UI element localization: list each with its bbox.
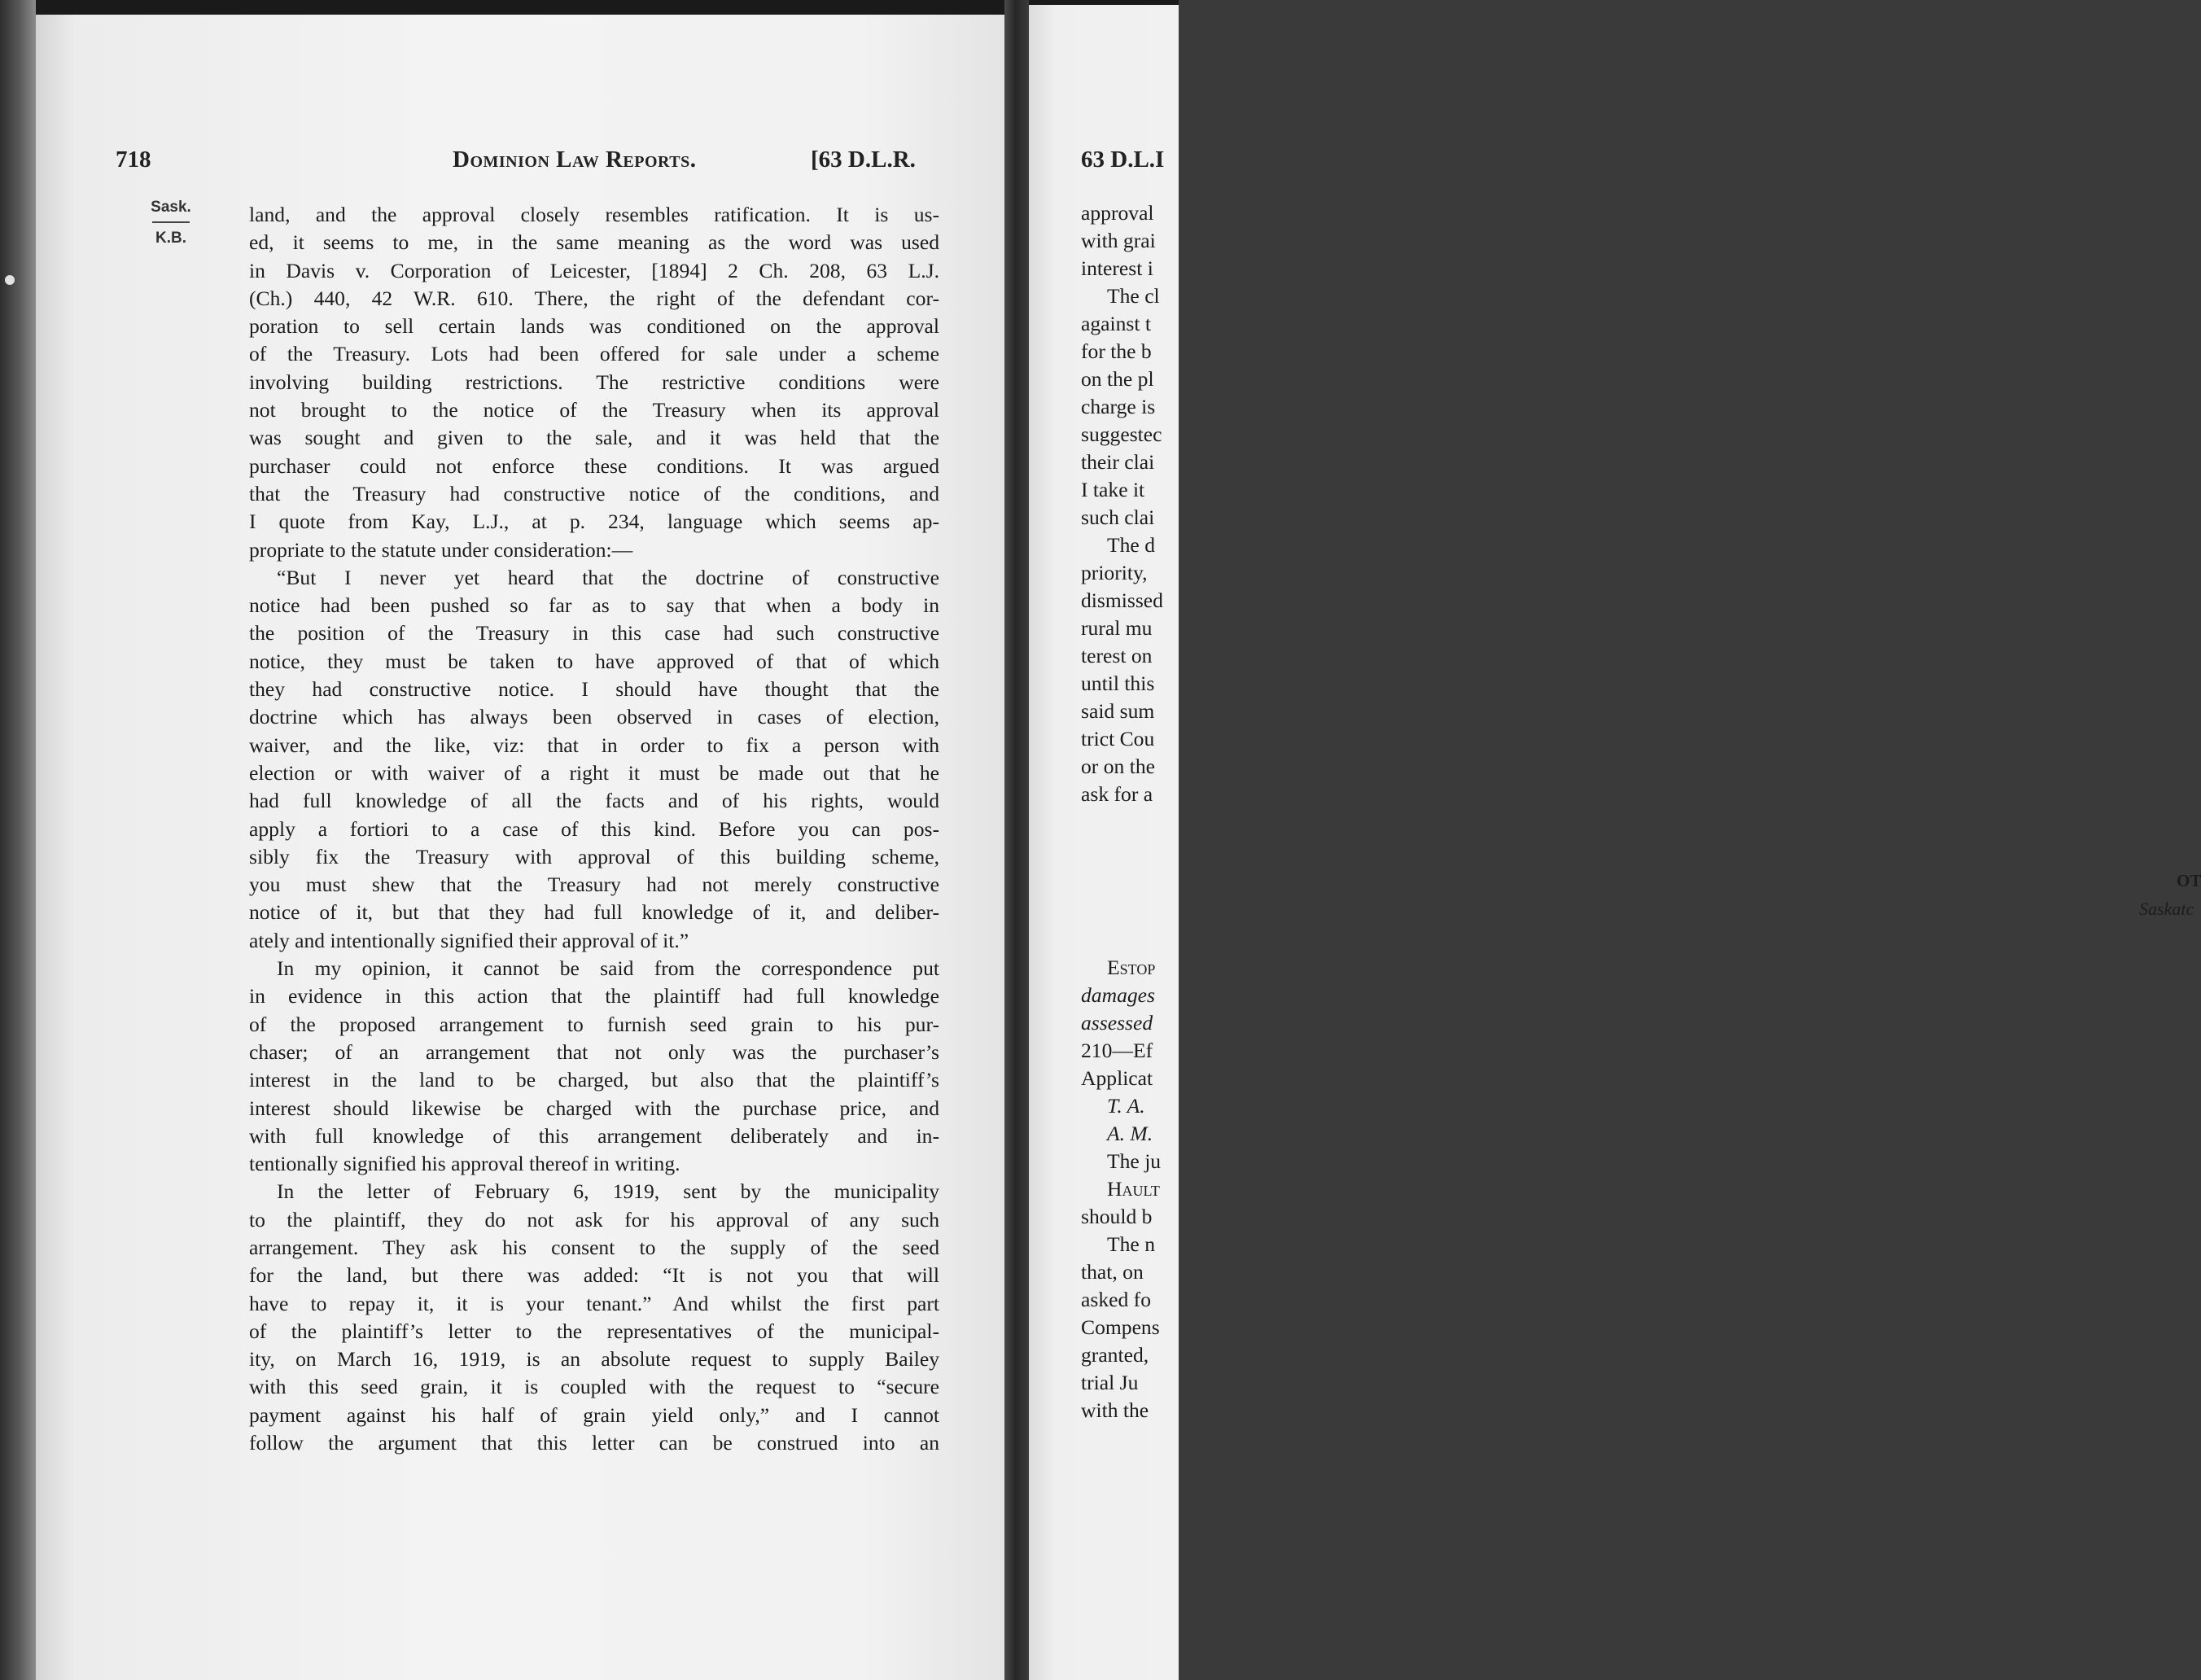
right-text-line: should b	[1081, 1205, 1153, 1228]
quote-line: ately and intentionally signified their approval of it.”	[249, 928, 689, 952]
text-line: follow the argument that this letter can be construed into an	[249, 1431, 939, 1455]
right-text-line: The n	[1107, 1232, 1155, 1256]
text-line: In my opinion, it cannot be said from the correspondence put	[277, 956, 939, 981]
text-line: of the plaintiff’s letter to the representatives of the municipal-	[249, 1319, 939, 1343]
text-line: tentionally signified his approval thereof in writing.	[249, 1152, 680, 1176]
text-line: purchaser could not enforce these conditions. It was argued	[249, 453, 939, 478]
right-text-line: asked fo	[1081, 1288, 1151, 1311]
right-text-line: ask for a	[1081, 782, 1153, 806]
right-text-line: for the b	[1081, 339, 1152, 363]
right-text-line: dismissed	[1081, 588, 1163, 612]
volume-reference: [63 D.L.R.	[811, 147, 916, 173]
text-line: poration to sell certain lands was conditioned on the approval	[249, 314, 939, 339]
text-line: ed, it seems to me, in the same meaning as the word was used	[249, 230, 939, 255]
scan-left-edge	[0, 0, 36, 1680]
quote-line: election or with waiver of a right it must be made out that he	[249, 760, 939, 785]
right-text-line: with grai	[1081, 229, 1156, 252]
page-number: 718	[116, 147, 151, 173]
court-province: Sask.	[151, 199, 191, 216]
text-line: propriate to the statute under consideration:—	[249, 537, 633, 562]
text-line: in Davis v. Corporation of Leicester, [1894] 2 Ch. 208, 63 L.J.	[249, 258, 939, 282]
right-text-line: with the	[1081, 1398, 1149, 1422]
text-line: interest should likewise be charged with the purchase price, and	[249, 1096, 939, 1120]
counsel-line: T. A.	[1107, 1094, 1145, 1118]
right-text-line: The d	[1107, 533, 1155, 557]
right-text-line: Compens	[1081, 1315, 1160, 1339]
court-division: K.B.	[155, 230, 186, 247]
text-line: arrangement. They ask his consent to the supply of the seed	[249, 1235, 939, 1259]
court-margin-note	[147, 199, 195, 247]
right-text-line: rural mu	[1081, 616, 1153, 640]
quote-line: the position of the Treasury in this case had such constructive	[249, 621, 939, 645]
counsel-line: A. M.	[1107, 1122, 1153, 1145]
text-line: I quote from Kay, L.J., at p. 234, language which seems ap-	[249, 510, 939, 534]
case-title-fragment: OT	[2177, 871, 2201, 890]
right-text-line: trict Cou	[1081, 727, 1155, 750]
right-running-head: 63 D.L.I	[1081, 147, 1165, 173]
text-line: to the plaintiff, they do not ask for his approval of any such	[249, 1207, 939, 1232]
text-line: interest in the land to be charged, but also that the plaintiff’s	[249, 1068, 939, 1092]
text-line: in evidence in this action that the plaintiff had full knowledge	[249, 984, 939, 1008]
quote-line: notice of it, but that they had full knowledge of it, and deliber-	[249, 900, 939, 925]
right-text-line: priority,	[1081, 561, 1148, 584]
headnote-line: 210—Ef	[1081, 1039, 1153, 1062]
text-line: (Ch.) 440, 42 W.R. 610. There, the right of the defendant cor-	[249, 286, 939, 310]
right-text-line: against t	[1081, 312, 1152, 335]
right-text-line: The ju	[1107, 1149, 1162, 1173]
quote-line: waiver, and the like, viz: that in order to fix a person with	[249, 733, 939, 757]
right-text-line: I take it	[1081, 478, 1145, 501]
text-line: In the letter of February 6, 1919, sent by the municipality	[277, 1179, 939, 1204]
text-line: with this seed grain, it is coupled with the request to “secure	[249, 1375, 939, 1399]
quote-line: doctrine which has always been observed in cases of election,	[249, 705, 939, 729]
text-line: have to repay it, it is your tenant.” And whilst the first part	[249, 1291, 939, 1315]
journal-title: Dominion Law Reports.	[453, 147, 697, 173]
text-line: payment against his half of grain yield only,” and I cannot	[249, 1402, 939, 1427]
court-fragment: Saskatc	[2139, 899, 2194, 919]
text-line: was sought and given to the sale, and it was held that the	[249, 426, 939, 450]
text-line: with full knowledge of this arrangement deliberately and in-	[249, 1123, 939, 1148]
judge-name-line: Hault	[1107, 1177, 1160, 1201]
right-text-line: charge is	[1081, 395, 1156, 418]
right-text-line: on the pl	[1081, 367, 1154, 391]
right-text-line: suggestec	[1081, 422, 1162, 446]
quote-line: notice had been pushed so far as to say that when a body in	[249, 593, 939, 618]
text-line: chaser; of an arrangement that not only was the purchaser’s	[249, 1039, 939, 1064]
text-line: for the land, but there was added: “It is not you that will	[249, 1263, 939, 1288]
quote-line: sibly fix the Treasury with approval of this building scheme,	[249, 844, 939, 868]
right-text-line: granted,	[1081, 1343, 1149, 1367]
text-line: land, and the approval closely resembles ratification. It is us-	[249, 203, 939, 226]
right-text-line: such clai	[1081, 505, 1155, 529]
headnote-line: Applicat	[1081, 1066, 1153, 1090]
right-text-line: that, on	[1081, 1260, 1144, 1284]
quote-line: “But I never yet heard that the doctrine of constructive	[277, 565, 939, 589]
quote-line: notice, they must be taken to have approved of that of which	[249, 649, 939, 673]
right-text-line: The cl	[1107, 284, 1160, 308]
book-gutter	[1004, 0, 1029, 1680]
text-line: of the Treasury. Lots had been offered for sale under a scheme	[249, 342, 939, 366]
headnote-line: assessed	[1081, 1011, 1153, 1035]
right-text-line: their clai	[1081, 450, 1155, 474]
right-text-line: trial Ju	[1081, 1371, 1139, 1394]
right-text-line: or on the	[1081, 755, 1155, 778]
margin-rule	[152, 221, 190, 223]
headnote-line: Estop	[1107, 956, 1156, 979]
text-line: of the proposed arrangement to furnish seed grain to his pur-	[249, 1012, 939, 1036]
right-text-line: until this	[1081, 672, 1155, 695]
binding-hole	[5, 275, 15, 285]
quote-line: had full knowledge of all the facts and of his rights, would	[249, 789, 939, 813]
text-line: ity, on March 16, 1919, is an absolute request to supply Bailey	[249, 1347, 939, 1372]
text-line: that the Treasury had constructive notice of the conditions, and	[249, 481, 939, 505]
right-text-line: interest i	[1081, 256, 1153, 280]
text-line: involving building restrictions. The restrictive conditions were	[249, 370, 939, 394]
body-text	[249, 201, 939, 1457]
quote-line: you must shew that the Treasury had not merely constructive	[249, 873, 939, 897]
quote-line: they had constructive notice. I should have thought that the	[249, 677, 939, 702]
right-text-line: approval	[1081, 201, 1154, 225]
headnote-line: damages	[1081, 983, 1155, 1007]
quote-line: apply a fortiori to a case of this kind. Before you can pos-	[249, 816, 939, 841]
right-text-line: said sum	[1081, 699, 1155, 723]
right-text-line: terest on	[1081, 644, 1153, 667]
text-line: not brought to the notice of the Treasury when its approval	[249, 398, 939, 422]
